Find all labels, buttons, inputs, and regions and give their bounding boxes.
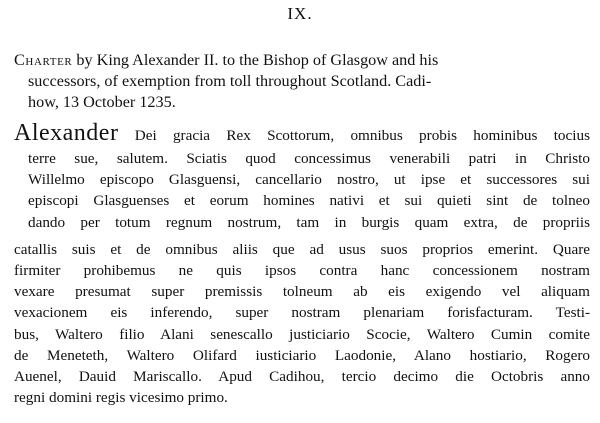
heading-line-3: how, 13 October 1235.: [28, 93, 176, 111]
charter-line: regni domini regis vicesimo primo.: [14, 389, 228, 407]
charter-line: terre sue, salutem. Sciatis quod concessimus venerabili patri in Christo: [28, 150, 590, 167]
charter-line-1: [14, 118, 590, 148]
charter-line: Auenel, Dauid Mariscallo. Apud Cadihou, tercio decimo die Octobris anno: [14, 367, 590, 385]
heading-line-1-rest: by King Alexander II. to the Bishop of Glasgow and his: [72, 51, 439, 69]
charter-line: bus, Waltero filio Alani senescallo justiciario Scocie, Waltero Cumin comite: [14, 325, 590, 343]
charter-line: episcopi Glasguenses et eorum homines nativi et sui quieti sint de tolneo: [28, 192, 590, 210]
charter-line: de Meneteth, Waltero Olifard iusticiario Laodonie, Alano hostiario, Rogero: [14, 346, 590, 364]
heading-lead-word: Charter: [14, 51, 73, 69]
document-number: IX.: [287, 4, 313, 23]
charter-heading: [14, 50, 592, 113]
heading-line-1: [14, 50, 592, 71]
charter-line: catallis suis et de omnibus aliis que ad usus suos proprios emerint. Quare: [14, 240, 590, 258]
heading-line-2: successors, of exemption from toll throughout Scotland. Cadi-: [28, 72, 432, 90]
charter-line: vexare presumat super premissis tolneum ab eis exigendo vel aliquam: [14, 283, 590, 301]
charter-line: Willelmo episcopo Glasguensi, cancellario nostro, ut ipse et successores sui: [28, 171, 590, 189]
charter-line-1-rest: Dei gracia Rex Scottorum, omnibus probis hominibus tocius: [118, 127, 590, 144]
charter-line: dando per totum regnum nostrum, tam in burgis quam extra, de propriis: [28, 213, 590, 231]
charter-line: vexacionem eis inferendo, super nostram plenariam forisfacturam. Testi-: [14, 304, 590, 322]
charter-opening-word: Alexander: [14, 120, 119, 146]
charter-text: [14, 118, 590, 408]
charter-line: firmiter prohibemus ne quis ipsos contra hanc concessionem nostram: [14, 261, 590, 279]
